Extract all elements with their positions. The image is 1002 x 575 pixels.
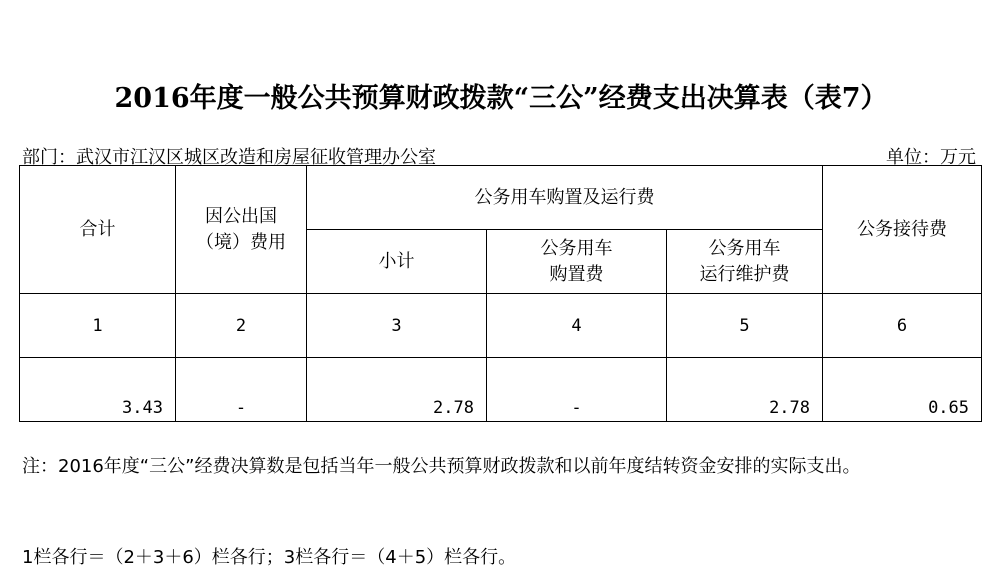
column-number: 1: [20, 294, 176, 358]
value-subtotal: 2.78: [307, 358, 487, 422]
header-vehicle-operation-line1: 公务用车: [708, 237, 781, 259]
value-reception: 0.65: [823, 358, 982, 422]
header-vehicle-operation: [667, 230, 823, 294]
header-vehicle-purchase-line2: 购置费: [549, 263, 604, 285]
header-abroad-line1: 因公出国: [205, 205, 277, 227]
unit-label: 单位：万元: [886, 147, 976, 168]
footnote: 注：2016年度“三公”经费决算数是包括当年一般公共预算财政拨款和以前年度结转资金安排的实际支出。: [22, 456, 861, 477]
value-vehicle-purchase: -: [487, 358, 667, 422]
header-abroad-line2: （境）费用: [196, 231, 286, 253]
header-vehicle-purchase: [487, 230, 667, 294]
header-row-1: [20, 166, 982, 230]
expenditure-table: [19, 165, 982, 422]
header-total: 合计: [20, 166, 176, 294]
column-number: 4: [487, 294, 667, 358]
value-total: 3.43: [20, 358, 176, 422]
header-vehicle-group: 公务用车购置及运行费: [307, 166, 823, 230]
department-label: 部门：武汉市江汉区城区改造和房屋征收管理办公室: [22, 147, 436, 168]
column-number: 2: [176, 294, 307, 358]
value-vehicle-operation: 2.78: [667, 358, 823, 422]
header-vehicle-operation-line2: 运行维护费: [699, 263, 790, 285]
column-number-row: [20, 294, 982, 358]
value-abroad: -: [176, 358, 307, 422]
header-reception: 公务接待费: [823, 166, 982, 294]
formula-note: 1栏各行＝（2＋3＋6）栏各行；3栏各行＝（4＋5）栏各行。: [22, 547, 517, 568]
column-number: 6: [823, 294, 982, 358]
column-number: 5: [667, 294, 823, 358]
header-abroad: [176, 166, 307, 294]
page-title: 2016年度一般公共预算财政拨款“三公”经费支出决算表（表7）: [114, 83, 888, 114]
header-vehicle-purchase-line1: 公务用车: [540, 237, 613, 259]
value-row: [20, 358, 982, 422]
column-number: 3: [307, 294, 487, 358]
header-subtotal: 小计: [307, 230, 487, 294]
